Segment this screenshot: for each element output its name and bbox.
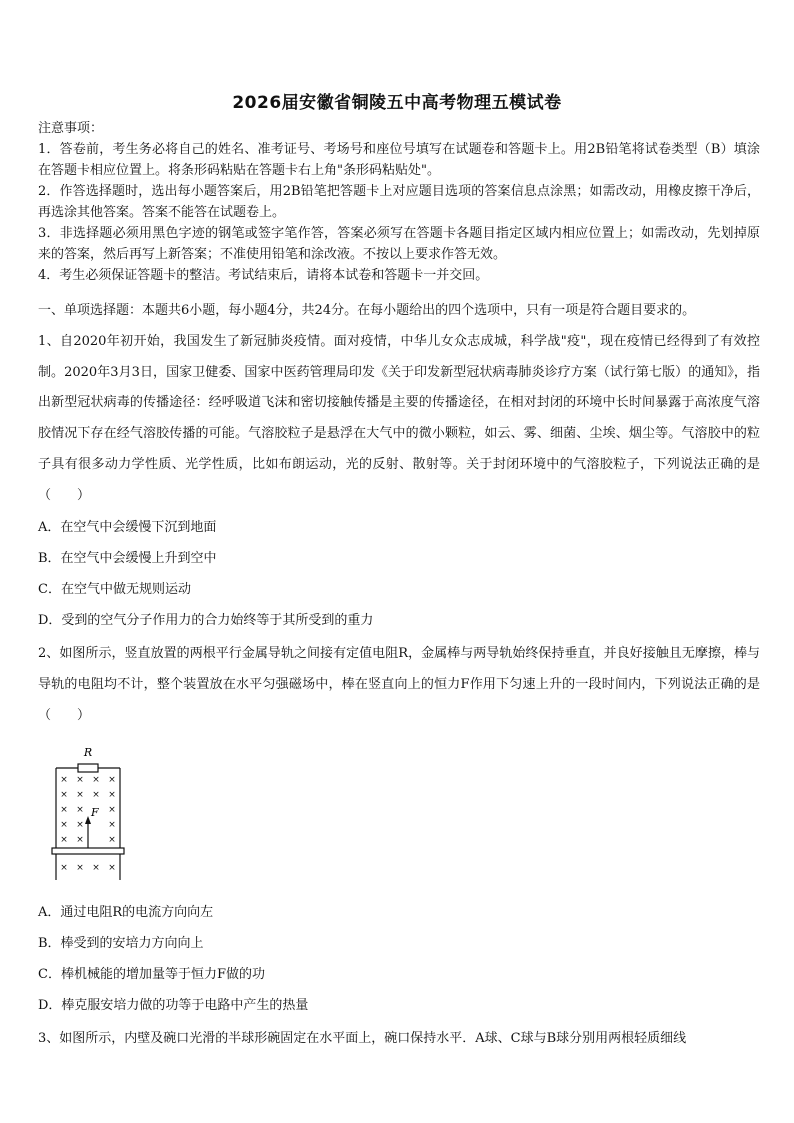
force-label: F <box>91 806 99 819</box>
field-x-mark: × <box>60 820 68 830</box>
question-1-option-b: B．在空气中会缓慢上升到空中 <box>38 551 217 566</box>
question-2-figure <box>50 744 130 880</box>
notice-section <box>38 118 760 286</box>
field-x-mark: × <box>76 835 84 845</box>
field-x-mark: × <box>108 835 116 845</box>
notice-heading: 注意事项： <box>38 121 104 136</box>
field-x-mark: × <box>108 820 116 830</box>
field-x-mark: × <box>76 863 84 873</box>
section-1 <box>38 296 760 512</box>
question-3-stem: 3、如图所示，内壁及碗口光滑的半球形碗固定在水平面上，碗口保持水平．A球、C球与B球分别用两根轻质细线 <box>38 1031 687 1046</box>
section-1-heading: 一、单项选择题：本题共6小题，每小题4分，共24分。在每小题给出的四个选项中，只有一项是符合题目要求的。 <box>38 303 696 318</box>
field-x-mark: × <box>60 775 68 785</box>
page-title: 2026届安徽省铜陵五中高考物理五模试卷 <box>232 93 562 113</box>
notice-item-1: 1．答卷前，考生务必将自己的姓名、准考证号、考场号和座位号填写在试题卷和答题卡上。用2B铅笔将试卷类型（B）填涂在答题卡相应位置上。将条形码粘贴在答题卡右上角"条形码粘贴处"。 <box>38 142 760 178</box>
notice-item-3: 3．非选择题必须用黑色字迹的钢笔或签字笔作答，答案必须写在答题卡各题目指定区域内相应位置上；如需改动，先划掉原来的答案，然后再写上新答案；不准使用铅笔和涂改液。不按以上要求作答无效。 <box>38 226 760 262</box>
metal-rod <box>52 848 124 854</box>
field-x-mark: × <box>60 863 68 873</box>
field-x-mark: × <box>92 863 100 873</box>
question-2-option-c: C．棒机械能的增加量等于恒力F做的功 <box>38 967 265 982</box>
field-x-mark: × <box>60 835 68 845</box>
question-2-stem: 2、如图所示，竖直放置的两根平行金属导轨之间接有定值电阻R，金属棒与两导轨始终保持垂直，并良好接触且无摩擦，棒与导轨的电阻均不计，整个装置放在水平匀强磁场中，棒在竖直向上的恒力F作用下匀速上升的一段时间内，下列说法正确的是（ ） <box>38 646 760 723</box>
question-1-option-a: A．在空气中会缓慢下沉到地面 <box>38 520 217 535</box>
field-x-mark: × <box>108 863 116 873</box>
field-x-mark: × <box>60 790 68 800</box>
field-x-mark: × <box>92 790 100 800</box>
field-x-mark: × <box>92 775 100 785</box>
field-x-mark: × <box>76 790 84 800</box>
question-2-option-d: D．棒克服安培力做的功等于电路中产生的热量 <box>38 998 309 1013</box>
field-x-mark: × <box>108 790 116 800</box>
field-x-mark: × <box>76 820 84 830</box>
resistor <box>78 764 98 772</box>
question-1-option-c: C．在空气中做无规则运动 <box>38 582 191 597</box>
field-x-mark: × <box>108 805 116 815</box>
field-x-mark: × <box>76 805 84 815</box>
question-2-option-a: A．通过电阻R的电流方向向左 <box>38 905 214 920</box>
notice-item-4: 4．考生必须保证答题卡的整洁。考试结束后，请将本试卷和答题卡一并交回。 <box>38 268 489 283</box>
field-x-mark: × <box>60 805 68 815</box>
question-1-stem: 1、自2020年初开始，我国发生了新冠肺炎疫情。面对疫情，中华儿女众志成城，科学战"疫"，现在疫情已经得到了有效控制。2020年3月3日，国家卫健委、国家中医药管理局印发《关于印发新型冠状病毒肺炎诊疗方案（试行第七版）的通知》，指出新型冠状病毒的传播途径：经呼吸道飞沫和密切接触传播是主要的传播途径，在相对封闭的环境中长时间暴露于高浓度气溶胶情况下存在经气溶胶传播的可能。气溶胶粒子是悬浮在大气中的微小颗粒，如云、雾、细菌、尘埃、烟尘等。气溶胶中的粒子具有很多动力学性质、光学性质，比如布朗运动，光的反射、散射等。关于封闭环境中的气溶胶粒子，下列说法正确的是（ ） <box>38 333 760 503</box>
rail-circuit-diagram <box>50 744 130 880</box>
field-x-mark: × <box>76 775 84 785</box>
notice-item-2: 2．作答选择题时，选出每小题答案后，用2B铅笔把答题卡上对应题目选项的答案信息点涂黑；如需改动，用橡皮擦干净后，再选涂其他答案。答案不能答在试题卷上。 <box>38 184 760 220</box>
resistor-label: R <box>83 746 93 759</box>
question-2-option-b: B．棒受到的安培力方向向上 <box>38 936 204 951</box>
question-1-option-d: D．受到的空气分子作用力的合力始终等于其所受到的重力 <box>38 613 374 628</box>
field-x-mark: × <box>108 775 116 785</box>
